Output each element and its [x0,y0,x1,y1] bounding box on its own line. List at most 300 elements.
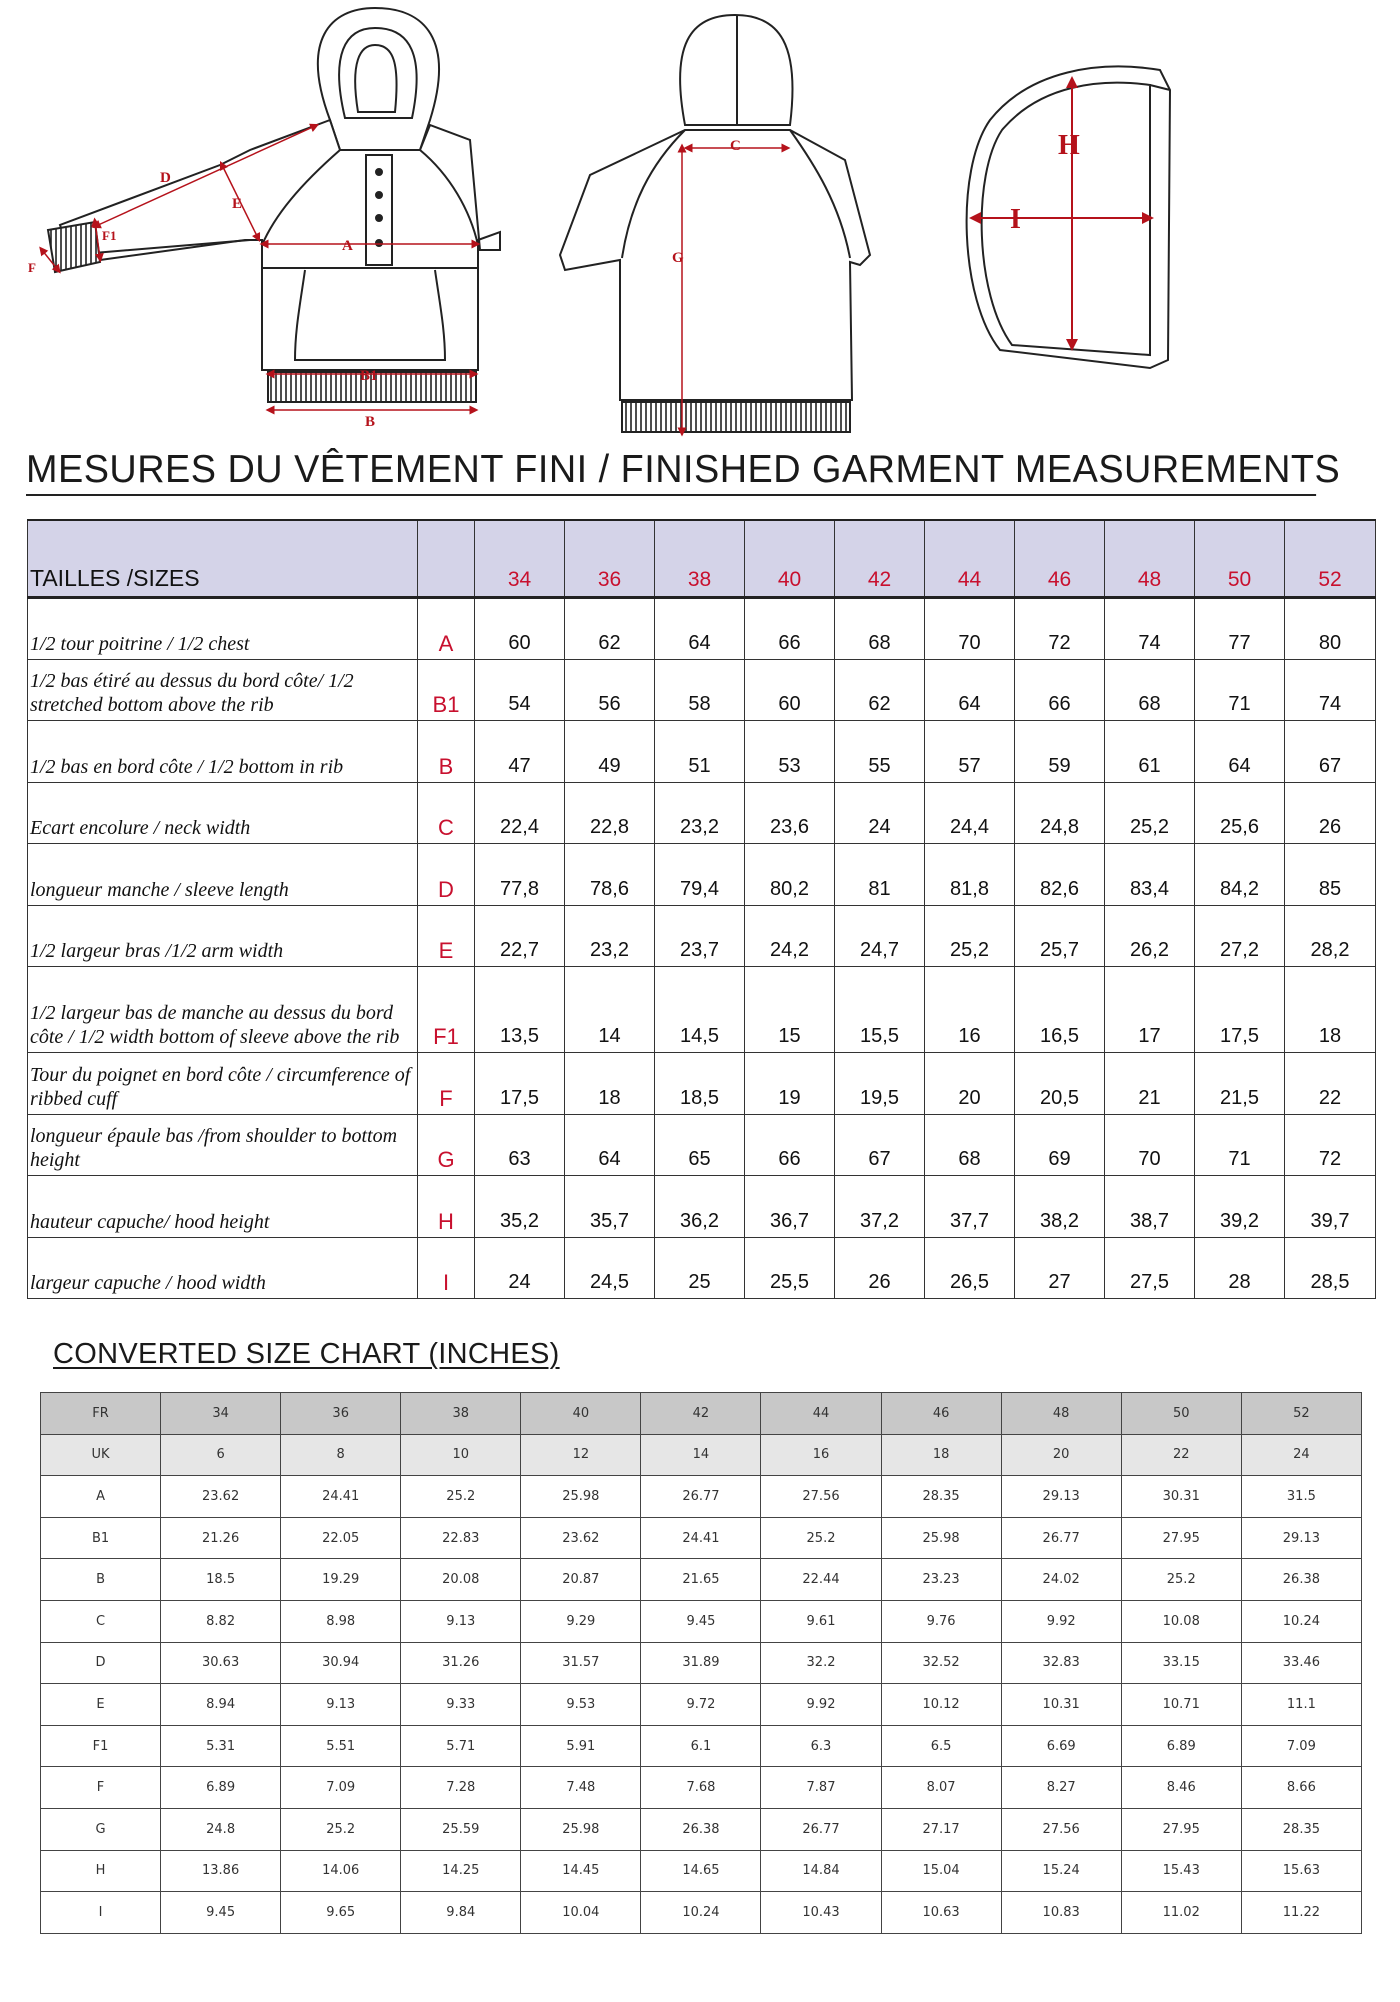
inches-value: 27.56 [761,1476,881,1518]
inches-value: 5.91 [521,1725,641,1767]
measurement-letter: G [418,1114,475,1176]
inches-value: 14.06 [281,1850,401,1892]
measurement-value: 21 [1105,1053,1195,1115]
inches-value: 20.08 [401,1559,521,1601]
inches-value: 25.98 [521,1808,641,1850]
inches-value: 18.5 [161,1559,281,1601]
inches-value: 8.46 [1121,1767,1241,1809]
measurement-value: 23,7 [655,905,745,967]
inches-value: 9.61 [761,1600,881,1642]
measurement-value: 15,5 [835,967,925,1053]
inches-row-label: B1 [41,1517,161,1559]
measurement-value: 69 [1015,1114,1105,1176]
measurement-value: 25,2 [925,905,1015,967]
inches-value: 10.83 [1001,1892,1121,1934]
measurement-value: 26 [1285,782,1376,844]
main-title: MESURES DU VÊTEMENT FINI / FINISHED GARMENT MEASUREMENTS [26,448,1316,496]
measurement-value: 23,2 [655,782,745,844]
inches-value: 48 [1001,1393,1121,1435]
measurement-description: 1/2 bas étiré au dessus du bord côte/ 1/2 stretched bottom above the rib [28,659,418,721]
label-b1: B1 [360,368,378,384]
inches-value: 42 [641,1393,761,1435]
measurement-value: 70 [1105,1114,1195,1176]
inches-value: 15.63 [1241,1850,1361,1892]
measurement-value: 17,5 [1195,967,1285,1053]
inches-row-label: E [41,1684,161,1726]
measurement-row [28,659,1376,721]
measurement-value: 63 [475,1114,565,1176]
measurement-value: 15 [745,967,835,1053]
measurement-value: 22 [1285,1053,1376,1115]
measurements-table [27,519,1376,1299]
measurement-row [28,1176,1376,1238]
measurement-description: Tour du poignet en bord côte / circumference of ribbed cuff [28,1053,418,1115]
inches-row-label: G [41,1808,161,1850]
inches-value: 28.35 [881,1476,1001,1518]
inches-value: 32.83 [1001,1642,1121,1684]
inches-value: 10.24 [1241,1600,1361,1642]
inches-value: 11.22 [1241,1892,1361,1934]
inches-value: 22 [1121,1434,1241,1476]
inches-value: 14.65 [641,1850,761,1892]
measurement-description: longueur manche / sleeve length [28,844,418,906]
inches-value: 10.08 [1121,1600,1241,1642]
inches-value: 27.95 [1121,1808,1241,1850]
measurement-value: 24,8 [1015,782,1105,844]
inches-value: 27.95 [1121,1517,1241,1559]
inches-row [41,1725,1362,1767]
inches-value: 10.24 [641,1892,761,1934]
inches-value: 5.31 [161,1725,281,1767]
measurement-value: 54 [475,659,565,721]
inches-value: 31.89 [641,1642,761,1684]
measurement-value: 84,2 [1195,844,1285,906]
inches-value: 23.62 [521,1517,641,1559]
measurement-value: 64 [1195,721,1285,783]
measurement-letter: C [418,782,475,844]
inches-value: 8 [281,1434,401,1476]
size-header: 40 [745,520,835,598]
measurement-value: 59 [1015,721,1105,783]
measurement-value: 72 [1285,1114,1376,1176]
measurement-value: 58 [655,659,745,721]
measurement-letter: I [418,1237,475,1299]
inches-row-label: UK [41,1434,161,1476]
measurement-value: 82,6 [1015,844,1105,906]
inches-value: 12 [521,1434,641,1476]
inches-value: 10 [401,1434,521,1476]
inches-value: 9.29 [521,1600,641,1642]
measurement-value: 17 [1105,967,1195,1053]
measurement-value: 66 [1015,659,1105,721]
inches-value: 22.44 [761,1559,881,1601]
measurement-value: 22,8 [565,782,655,844]
inches-value: 5.71 [401,1725,521,1767]
measurement-value: 22,7 [475,905,565,967]
measurement-value: 28 [1195,1237,1285,1299]
measurement-value: 28,5 [1285,1237,1376,1299]
size-header: 44 [925,520,1015,598]
measurement-row [28,844,1376,906]
measurement-value: 57 [925,721,1015,783]
measurement-letter: D [418,844,475,906]
inches-value: 24 [1241,1434,1361,1476]
measurement-row [28,721,1376,783]
inches-value: 31.26 [401,1642,521,1684]
inches-value: 33.46 [1241,1642,1361,1684]
inches-value: 25.2 [761,1517,881,1559]
measurement-row [28,782,1376,844]
inches-value: 21.26 [161,1517,281,1559]
inches-value: 6 [161,1434,281,1476]
measurement-value: 24,2 [745,905,835,967]
measurement-value: 66 [745,1114,835,1176]
label-b: B [365,414,376,430]
size-header: 52 [1285,520,1376,598]
measurement-letter: B [418,721,475,783]
measurement-value: 35,7 [565,1176,655,1238]
inches-value: 10.63 [881,1892,1001,1934]
inches-value: 21.65 [641,1559,761,1601]
inches-value: 36 [281,1393,401,1435]
inches-value: 27.17 [881,1808,1001,1850]
inches-row [41,1767,1362,1809]
inches-value: 29.13 [1241,1517,1361,1559]
measurement-value: 39,2 [1195,1176,1285,1238]
inches-table [40,1392,1362,1934]
inches-value: 7.09 [1241,1725,1361,1767]
label-a: A [342,238,353,254]
measurement-value: 61 [1105,721,1195,783]
inches-value: 9.65 [281,1892,401,1934]
size-header: 38 [655,520,745,598]
measurement-value: 20 [925,1053,1015,1115]
measurement-value: 71 [1195,1114,1285,1176]
inches-value: 26.77 [641,1476,761,1518]
inches-value: 8.94 [161,1684,281,1726]
inches-row-label: F [41,1767,161,1809]
measurement-value: 64 [925,659,1015,721]
measurement-letter: A [418,598,475,660]
measurement-description: Ecart encolure / neck width [28,782,418,844]
inches-value: 15.43 [1121,1850,1241,1892]
measurement-value: 65 [655,1114,745,1176]
inches-value: 31.5 [1241,1476,1361,1518]
inches-value: 19.29 [281,1559,401,1601]
measurement-letter: E [418,905,475,967]
size-header: 50 [1195,520,1285,598]
measurement-description: hauteur capuche/ hood height [28,1176,418,1238]
measurement-value: 64 [565,1114,655,1176]
inches-value: 29.13 [1001,1476,1121,1518]
inches-value: 23.23 [881,1559,1001,1601]
measurement-description: 1/2 largeur bras /1/2 arm width [28,905,418,967]
inches-row [41,1434,1362,1476]
inches-row-label: H [41,1850,161,1892]
inches-value: 8.82 [161,1600,281,1642]
measurement-value: 13,5 [475,967,565,1053]
inches-row [41,1850,1362,1892]
inches-value: 31.57 [521,1642,641,1684]
measurement-value: 16,5 [1015,967,1105,1053]
inches-value: 26.77 [761,1808,881,1850]
measurement-value: 77,8 [475,844,565,906]
measurement-value: 19 [745,1053,835,1115]
measurement-value: 27,5 [1105,1237,1195,1299]
measurement-value: 23,2 [565,905,655,967]
measurement-row [28,905,1376,967]
measurement-value: 22,4 [475,782,565,844]
inches-value: 5.51 [281,1725,401,1767]
measurement-row [28,967,1376,1053]
measurement-letter: B1 [418,659,475,721]
inches-value: 9.53 [521,1684,641,1726]
inches-row [41,1476,1362,1518]
size-header: 46 [1015,520,1105,598]
inches-chart-title: CONVERTED SIZE CHART (INCHES) [53,1338,560,1370]
inches-value: 15.24 [1001,1850,1121,1892]
inches-row [41,1808,1362,1850]
inches-value: 22.83 [401,1517,521,1559]
label-d: D [160,170,171,186]
measurement-value: 21,5 [1195,1053,1285,1115]
measurement-value: 55 [835,721,925,783]
inches-value: 32.2 [761,1642,881,1684]
inches-value: 9.13 [281,1684,401,1726]
measurement-value: 24 [475,1237,565,1299]
measurement-value: 18 [1285,967,1376,1053]
front-view [48,8,500,402]
label-f1: F1 [102,228,117,243]
label-c: C [730,138,741,154]
inches-value: 14.84 [761,1850,881,1892]
measurement-value: 25,2 [1105,782,1195,844]
measurement-value: 25,5 [745,1237,835,1299]
measurement-value: 39,7 [1285,1176,1376,1238]
measurement-value: 81,8 [925,844,1015,906]
measurement-value: 24,5 [565,1237,655,1299]
inches-value: 9.33 [401,1684,521,1726]
size-header: 42 [835,520,925,598]
inches-body [41,1393,1362,1934]
inches-row [41,1393,1362,1435]
inches-value: 7.48 [521,1767,641,1809]
measurements-header-row [28,520,1376,598]
inches-value: 26.77 [1001,1517,1121,1559]
inches-value: 34 [161,1393,281,1435]
measurement-value: 81 [835,844,925,906]
inches-value: 7.87 [761,1767,881,1809]
measurement-value: 78,6 [565,844,655,906]
measurement-value: 37,7 [925,1176,1015,1238]
garment-illustration [0,0,1400,440]
measurement-value: 74 [1105,598,1195,660]
garment-drawings [0,0,1400,440]
inches-value: 18 [881,1434,1001,1476]
measurement-value: 49 [565,721,655,783]
inches-row-label: C [41,1600,161,1642]
inches-value: 7.28 [401,1767,521,1809]
measurement-value: 66 [745,598,835,660]
measurement-value: 72 [1015,598,1105,660]
inches-value: 30.94 [281,1642,401,1684]
inches-value: 10.12 [881,1684,1001,1726]
measurement-value: 60 [475,598,565,660]
measurement-value: 17,5 [475,1053,565,1115]
inches-value: 10.31 [1001,1684,1121,1726]
inches-row [41,1892,1362,1934]
inches-value: 25.2 [281,1808,401,1850]
inches-value: 8.07 [881,1767,1001,1809]
inches-value: 15.04 [881,1850,1001,1892]
measurement-value: 24,4 [925,782,1015,844]
measurement-row [28,598,1376,660]
inches-value: 24.41 [641,1517,761,1559]
inches-value: 32.52 [881,1642,1001,1684]
measurement-value: 67 [1285,721,1376,783]
inches-value: 25.59 [401,1808,521,1850]
inches-value: 9.76 [881,1600,1001,1642]
inches-row-label: I [41,1892,161,1934]
inches-value: 25.98 [881,1517,1001,1559]
measurement-value: 27,2 [1195,905,1285,967]
inches-row-label: A [41,1476,161,1518]
inches-value: 14.25 [401,1850,521,1892]
measurement-value: 28,2 [1285,905,1376,967]
measurement-value: 70 [925,598,1015,660]
measurement-description: largeur capuche / hood width [28,1237,418,1299]
measurement-value: 80,2 [745,844,835,906]
inches-value: 9.72 [641,1684,761,1726]
measurement-value: 68 [1105,659,1195,721]
measurement-value: 37,2 [835,1176,925,1238]
inches-value: 9.92 [1001,1600,1121,1642]
inches-value: 26.38 [1241,1559,1361,1601]
size-header: 34 [475,520,565,598]
inches-value: 25.98 [521,1476,641,1518]
measurement-row [28,1053,1376,1115]
inches-value: 8.27 [1001,1767,1121,1809]
back-view [560,15,870,432]
measurement-value: 62 [565,598,655,660]
size-header: 36 [565,520,655,598]
inches-value: 44 [761,1393,881,1435]
inches-value: 6.69 [1001,1725,1121,1767]
measurement-description: 1/2 bas en bord côte / 1/2 bottom in rib [28,721,418,783]
measurement-value: 38,2 [1015,1176,1105,1238]
measurement-value: 80 [1285,598,1376,660]
inches-value: 24.8 [161,1808,281,1850]
inches-value: 14.45 [521,1850,641,1892]
measurement-value: 25 [655,1237,745,1299]
inches-value: 14 [641,1434,761,1476]
measurement-value: 77 [1195,598,1285,660]
measurement-value: 67 [835,1114,925,1176]
measurement-value: 36,7 [745,1176,835,1238]
measurement-value: 25,6 [1195,782,1285,844]
measurement-row [28,1114,1376,1176]
measurement-description: longueur épaule bas /from shoulder to bottom height [28,1114,418,1176]
measurement-value: 68 [835,598,925,660]
inches-value: 24.02 [1001,1559,1121,1601]
measurement-value: 23,6 [745,782,835,844]
label-h: H [1058,130,1080,161]
measurement-value: 25,7 [1015,905,1105,967]
inches-value: 16 [761,1434,881,1476]
inches-value: 11.1 [1241,1684,1361,1726]
inches-row [41,1600,1362,1642]
inches-value: 7.68 [641,1767,761,1809]
inches-row-label: D [41,1642,161,1684]
inches-value: 26.38 [641,1808,761,1850]
inches-row [41,1517,1362,1559]
measurement-row [28,1237,1376,1299]
measurement-value: 35,2 [475,1176,565,1238]
inches-value: 6.1 [641,1725,761,1767]
measurement-value: 47 [475,721,565,783]
inches-value: 24.41 [281,1476,401,1518]
measurement-value: 18 [565,1053,655,1115]
measurement-value: 71 [1195,659,1285,721]
sizes-header-label: TAILLES /SIZES [28,520,418,598]
measurement-value: 26,5 [925,1237,1015,1299]
measurement-value: 24 [835,782,925,844]
inches-row-label: F1 [41,1725,161,1767]
measurement-value: 36,2 [655,1176,745,1238]
inches-row-label: B [41,1559,161,1601]
inches-value: 9.45 [641,1600,761,1642]
inches-value: 50 [1121,1393,1241,1435]
label-i: I [1010,204,1021,235]
inches-value: 52 [1241,1393,1361,1435]
inches-value: 33.15 [1121,1642,1241,1684]
measurement-description: 1/2 largeur bas de manche au dessus du bord côte / 1/2 width bottom of sleeve above the rib [28,967,418,1053]
inches-value: 46 [881,1393,1001,1435]
inches-value: 6.3 [761,1725,881,1767]
inches-value: 22.05 [281,1517,401,1559]
measurement-letter: H [418,1176,475,1238]
measurement-value: 83,4 [1105,844,1195,906]
inches-row [41,1559,1362,1601]
inches-row [41,1684,1362,1726]
inches-value: 23.62 [161,1476,281,1518]
measurement-value: 16 [925,967,1015,1053]
measurements-body [28,598,1376,1299]
inches-value: 9.92 [761,1684,881,1726]
inches-value: 30.63 [161,1642,281,1684]
measurement-value: 24,7 [835,905,925,967]
inches-value: 30.31 [1121,1476,1241,1518]
inches-value: 10.43 [761,1892,881,1934]
measurement-value: 53 [745,721,835,783]
measurement-value: 56 [565,659,655,721]
measurement-value: 74 [1285,659,1376,721]
inches-value: 40 [521,1393,641,1435]
inches-value: 7.09 [281,1767,401,1809]
inches-value: 11.02 [1121,1892,1241,1934]
inches-value: 38 [401,1393,521,1435]
measurement-description: 1/2 tour poitrine / 1/2 chest [28,598,418,660]
label-g: G [672,250,684,266]
inches-value: 28.35 [1241,1808,1361,1850]
measurement-value: 20,5 [1015,1053,1105,1115]
measurement-letter: F [418,1053,475,1115]
inches-value: 10.71 [1121,1684,1241,1726]
inches-value: 6.89 [161,1767,281,1809]
inches-row-label: FR [41,1393,161,1435]
inches-value: 25.2 [1121,1559,1241,1601]
inches-value: 9.45 [161,1892,281,1934]
